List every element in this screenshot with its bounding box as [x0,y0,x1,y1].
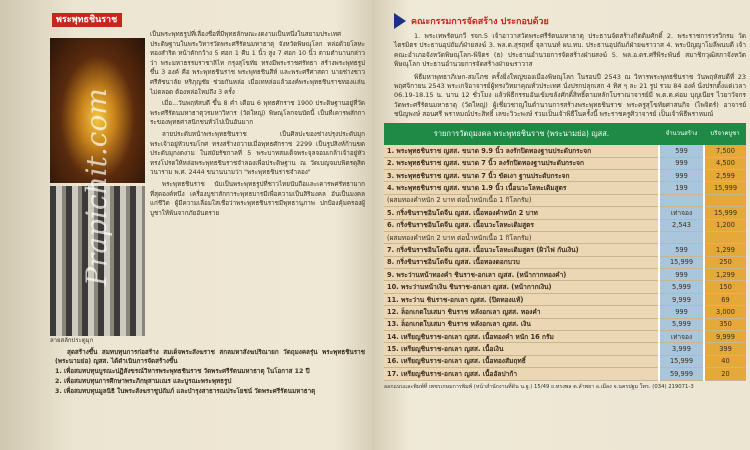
cell-price [704,231,746,243]
table-row [384,281,746,293]
printer-footer: ออกแบบและพิมพ์ที่ เพชรเกษมการพิมพ์ (หน้าสำนักงานที่ดิน น.ฐ.) 15/49 ถ.ทรงพล ต.ลำพยา อ.เมือง จ.นครปฐม โทร. (034) 219071-3 [384,383,694,390]
paragraph: สุดสร้างขึ้น สมทบทุนการก่อสร้าง สมเด็จพระสังฆราช สกลมหาสังฆปริณายก วัตถุมงคลรุ่น พระพุทธชินราช (พระนามย่อ) ญสส. ได้ดำเนินการจัดสร้างขึ้น [55,349,365,365]
table-row [384,368,746,380]
cell-price: 250 [704,256,746,268]
cell-price: 40 [704,355,746,367]
cell-qty: เท่าจอง [659,207,704,219]
cell-price: 15,999 [704,207,746,219]
cell-item: 15. เหรียญชินราช-อกเลา ญสส. เนื้อเงิน [384,343,659,355]
cell-qty: 599 [659,145,704,157]
cell-qty: 599 [659,244,704,256]
cell-qty: 5,999 [659,281,704,293]
table-row [384,256,746,268]
watermark: Prapichit.com [80,88,113,286]
cell-price: 1,299 [704,244,746,256]
cell-price: 20 [704,368,746,380]
cell-qty: เท่าจอง [659,331,704,343]
list-item: 2. เพื่อสมทบทุนการศึกษาพระภิกษุสามเณร และบูรณะพระพุทธรูป [55,378,232,385]
cell-price: 69 [704,293,746,305]
arrow-icon [394,13,406,29]
cell-item: 1. พระพุทธชินราช ญสส. ขนาด 9.9 นิ้ว ลงรักปิดทองฐานประดับกระจก [384,145,659,157]
cell-qty: 199 [659,182,704,194]
cell-price: 350 [704,318,746,330]
right-content [384,13,746,391]
table-row [384,194,746,206]
cell-qty: 15,999 [659,355,704,367]
list-item: 3. เพื่อสมทบทุนมูลนิธิ ในพระสังฆราชูปถัมภ์ และบำรุงสาธารณประโยชน์ วัดพระศรีรัตนมหาธาตุ [55,388,316,395]
cell-item: 13. ล็อกเกตใบเสมา ชินราช หลังอกเลา ญสส. เงิน [384,318,659,330]
cell-item: 12. ล็อกเกตใบเสมา ชินราช หลังอกเลา ญสส. ทองคำ [384,306,659,318]
cell-price: 9,999 [704,331,746,343]
cell-qty: 59,999 [659,368,704,380]
column-header-item: รายการวัตถุมงคล พระพุทธชินราช (พระนามย่อ) ญสส. [384,123,659,145]
amulet-table [384,123,746,381]
table-row [384,207,746,219]
table-row [384,157,746,169]
image-caption: ลายสลักประตูมุก [50,337,94,344]
cell-qty: 999 [659,157,704,169]
cell-item: 14. เหรียญชินราช-อกเลา ญสส. เนื้อทองคำ หนัก 16 กรัม [384,331,659,343]
paragraph: พิธีมหาพุทธาภิเษก-สมโภช ครั้งยิ่งใหญ่ของเมืองพิษณุโลก ในรอบปี 2543 ณ วิหารพระพุทธชินราช วันพฤหัสบดีที่ 23 พฤศจิกายน 2543 พระเกจิอาจารย์ผู้ทรงวิทยาคุณทั่วประเทศ นั่งปรกปลุกเสก 4 ทิศ ๆ ละ 21 รูป รวม 84 องค์ นั่งปรกตั้งแต่เวลา 06.19-18.15 น. นาน 12 ชั่วโมง แล้วพิธีกรรมอันเข้มขลังศักดิ์สิทธิ์ตามหลักโบราณาจารย์มี พ.ต.ต.ค่อม บุญเนียร ไวยาวัจกรวัดพระศรีรัตนมหาธาตุ (วัดใหญ่) ผู้เชี่ยวชาญในตำนานการสร้างพระพุทธชินราช พระครูสุโขทัยศาสนกิจ (ไพจิตร์) อาจารย์ชนิญพงษ์ สอนศรี พราหมณ์ประสิทธิ์ เลขะวิวะพงษ์ ร่วมเป็นเจ้าพิธีในครั้งนี้ พระราชครูศิวาจารย์ เป็นเจ้าพิธีพราหมณ์ [394,72,746,119]
table-row [384,145,746,157]
cell-price: 150 [704,281,746,293]
right-page [372,0,750,450]
cell-qty: 2,543 [659,219,704,231]
cell-item: 4. พระพุทธชินราช ญสส. ขนาด 1.9 นิ้ว เนื้อนวะโลหะเดิมสูตร [384,182,659,194]
cell-item: (ผสมทองคำหนัก 2 บาท ต่อน้ำหนักเนื้อ 1 กิโลกรัม) [384,194,659,206]
cell-item: 7. กริ่งชินราชอินโดจีน ญสส. เนื้อนวะโลหะเดิมสูตร (ผิวไฟ กันเงิน) [384,244,659,256]
paragraph: ลายประดับหน้าพระพุทธชินราช เป็นศิลปะของช่างปรุงประดับมุก พระเจ้าอยู่หัวบรมโกศ ทรงสร้างถวายเมื่อพุทธศักราช 2299 เป็นรูปสิงห์ก้านขด ประดับมุกงดงาม ในสมัยรัชกาลที่ 5 พระบาทสมเด็จพระจุลจอมเกล้าเจ้าอยู่หัว ทรงโปรดให้หล่อพระพุทธชินราชจำลองเพื่อประดิษฐาน ณ วัดเบญจมบพิตรดุสิตวนาราม พ.ศ. 2444 ขนานนามว่า "พระพุทธชินราชจำลอง" [150,130,365,177]
table-row [384,355,746,367]
paragraph: เป็นพระพุทธรูปที่เลื่องชื่อที่มีพุทธลักษณะงดงามเป็นหนึ่งในสยามประเทศ ประดิษฐานในพระวิหารวัดพระศรีรัตนมหาธาตุ จังหวัดพิษณุโลก หล่อด้วยโลหะทองสำริด หน้าตักกว้าง 5 ศอก 1 คืบ 1 นิ้ว สูง 7 ศอก 10 นิ้ว ตามตำนานกล่าวว่า พระมหาธรรมราชาลิไท กรุงสุโขทัย ทรงมีพระราชศรัทธา สร้างพระพุทธรูปขึ้น 3 องค์ คือ พระพุทธชินราช พระพุทธชินสีห์ และพระศรีศาสดา นายช่างชาวศรีสัชนาลัย หริภุญชัย ช่วยกันหล่อ เมื่อเทหล่อแล้วองค์พระพุทธชินราชทองแล่นไม่ตลอด ต้องหล่อใหม่ถึง 3 ครั้ง [150,31,365,96]
cell-price: 2,599 [704,169,746,181]
table-row [384,343,746,355]
cell-price: 3,000 [704,306,746,318]
table-row [384,306,746,318]
cell-item: (ผสมทองคำหนัก 2 บาท ต่อน้ำหนักเนื้อ 1 กิโลกรัม) [384,231,659,243]
cell-price [704,194,746,206]
table-row [384,331,746,343]
committee-heading [394,13,746,29]
table-row [384,182,746,194]
cell-item: 3. พระพุทธชินราช ญสส. ขนาด 7 นิ้ว ขัดเงา ฐานประดับกระจก [384,169,659,181]
table-row [384,244,746,256]
heading-text: คณะกรรมการจัดสร้าง ประกอบด้วย [411,17,549,27]
cell-qty [659,194,704,206]
cell-qty: 9,999 [659,293,704,305]
left-text-column [150,30,365,218]
cell-qty: 15,999 [659,256,704,268]
column-header-donation: บริจาคบูชา [704,123,746,145]
paragraph: เมื่อ...วันพฤหัสบดี ขึ้น 8 ค่ำ เดือน 6 พุทธศักราช 1900 ประดิษฐานอยู่ที่วัดพระศรีรัตนมหาธาตุวรมหาวิหาร (วัดใหญ่) พิษณุโลกจนบัดนี้ เป็นที่เคารพสักการะของพุทธศาสนิกชนทั่วไปเป็นอันมาก [150,100,365,127]
section-title: พระพุทธชินราช [52,13,122,27]
cell-item: 9. พระว่านหน้าทองคำ ชินราช-อกเลา ญสส. (หน้ากากทองคำ) [384,269,659,281]
cell-price: 1,299 [704,269,746,281]
cell-item: 6. กริ่งชินราชอินโดจีน ญสส. เนื้อนวะโลหะเดิมสูตร [384,219,659,231]
cell-price: 15,999 [704,182,746,194]
table-row [384,318,746,330]
table-row [384,269,746,281]
cell-item: 17. เหรียญชินราช-อกเลา ญสส. เนื้ออัลปาก้า [384,368,659,380]
cell-price: 1,200 [704,219,746,231]
cell-item: 2. พระพุทธชินราช ญสส. ขนาด 7 นิ้ว ลงรักปิดทองฐานประดับกระจก [384,157,659,169]
cell-price: 7,500 [704,145,746,157]
cell-qty [659,231,704,243]
purpose-section [55,348,365,396]
list-item: 1. เพื่อสมทบทุนบูรณะปฏิสังขรณ์วิหารพระพุทธชินราช วัดพระศรีรัตนมหาธาตุ ในโอกาส 12 ปี [55,368,310,375]
cell-qty: 5,999 [659,318,704,330]
cell-item: 5. กริ่งชินราชอินโดจีน ญสส. เนื้อทองคำหนัก 2 บาท [384,207,659,219]
table-row [384,293,746,305]
cell-item: 16. เหรียญชินราช-อกเลา ญสส. เนื้อทองสัมฤทธิ์ [384,355,659,367]
table-row [384,219,746,231]
cell-item: 8. กริ่งชินราชอินโดจีน ญสส. เนื้อทองดอกบวบ [384,256,659,268]
cell-qty: 999 [659,269,704,281]
cell-item: 11. พระว่าน ชินราช-อกเลา ญสส. (ปิดทองแท้) [384,293,659,305]
cell-qty: 999 [659,306,704,318]
column-header-quantity: จำนวนสร้าง [659,123,704,145]
cell-item: 10. พระว่านหน้าเงิน ชินราช-อกเลา ญสส. (หน้ากากเงิน) [384,281,659,293]
cell-qty: 3,999 [659,343,704,355]
table-row [384,169,746,181]
cell-price: 399 [704,343,746,355]
cell-qty: 999 [659,169,704,181]
paragraph: 1. พระเทพรัตนกวี รจก.5 เจ้าอาวาสวัดพระศรีรัตนมหาธาตุ ประธานจัดสร้างกิตติมศักดิ์ 2. พระราชการวรวิกรม วัดไตรมิตร ประธานอุปถัมภ์ฝ่ายสงฆ์ 3. พล.ต.สุรฤทธิ์ จุลานนท์ ผบ.ทบ. ประธานอุปถัมภ์ฝ่ายฆราวาส 4. พระปัญญาโมลีพนบดี เจ้าคณะอำเภอจังหวัดพิษณุโลก-พิจิตร (ธ) ประธานอำนวยการจัดสร้างฝ่ายสงฆ์ 5. พล.อ.ดร.ศรีพิระพันธ์ สมาชิกวุฒิสภาจังหวัดพิษณุโลก ประธานอำนวยการจัดสร้างฝ่ายฆราวาส [394,32,746,69]
paragraph: พระพุทธชินราช นับเป็นพระพุทธรูปที่ชาวไทยนับถือและเคารพศรัทธามากที่สุดองค์หนึ่ง เครื่องบูชาสักการะพุทธบารมีเพื่อความเป็นสิริมงคล อันเป็นมงคลแก่ชีวิต ผู้มีความเลื่อมใสเชื่อว่าพระพุทธชินราชมีพุทธานุภาพ ปกป้องคุ้มครองผู้บูชาให้พ้นจากภัยอันตราย [150,180,365,217]
table-row [384,231,746,243]
left-page [0,0,372,450]
cell-price: 4,500 [704,157,746,169]
